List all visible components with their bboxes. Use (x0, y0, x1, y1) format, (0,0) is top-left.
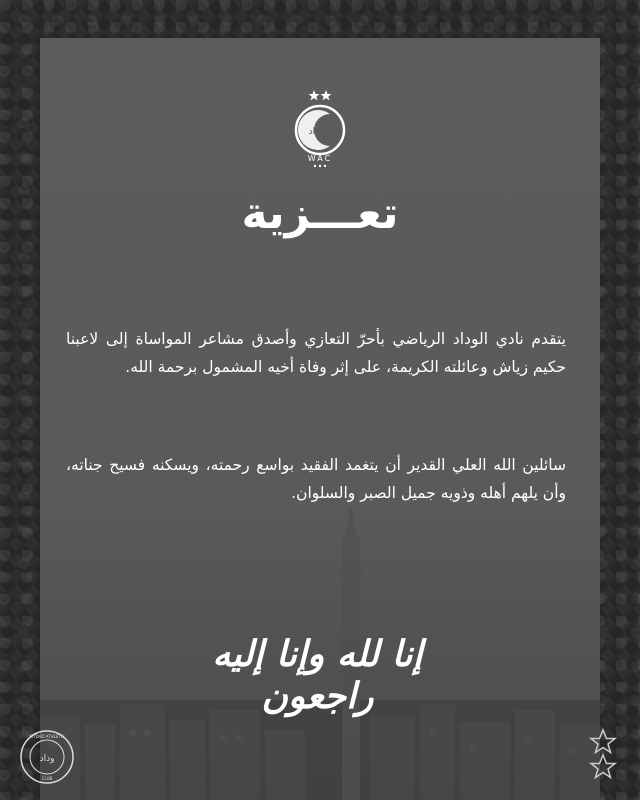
star-outline-icon (588, 728, 618, 780)
condolence-paragraph: يتقدم نادي الوداد الرياضي بأحرّ التعازي وأصدق مشاعر المواساة إلى لاعبنا حكيم زياش وعائلته الكريمة، على إثر وفاة أخيه المشمول برحمة الله. (66, 330, 566, 376)
club-logo (290, 88, 350, 168)
page-title: تعـــزية (241, 188, 399, 239)
svg-text:WYDAD ATHLETIC: WYDAD ATHLETIC (29, 734, 65, 739)
svg-text:WAC: WAC (307, 154, 333, 163)
condolence-panel (40, 38, 600, 800)
footer-club-logo (18, 728, 76, 786)
star-icon (309, 90, 332, 101)
svg-text:CLUB: CLUB (41, 776, 53, 781)
svg-text:وداد: وداد (308, 127, 324, 137)
prayer-paragraph: سائلين الله العلي القدير أن يتغمد الفقيد بواسع رحمته، ويسكنه فسيح جناته، وأن يلهم أهله وذويه جميل الصبر والسلوان. (66, 456, 566, 502)
quran-calligraphy (175, 613, 460, 723)
svg-text:وداد: وداد (39, 754, 55, 764)
calligraphy-text: إنا لله وإنا إليه راجعون (212, 633, 423, 717)
